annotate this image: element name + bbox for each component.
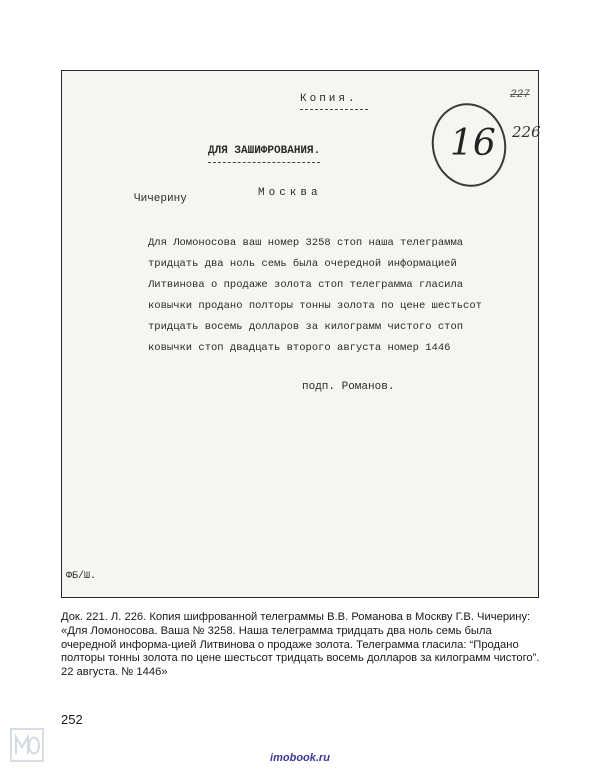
stamp-number: 16 (450, 123, 496, 164)
copy-label: Копия. (300, 93, 358, 105)
document-scan (61, 70, 539, 598)
body-line: тридцать восемь долларов за килограмм чистого стоп (148, 321, 464, 333)
page-number: 252 (61, 712, 83, 727)
body-line: ковычки продано полторы тонны золота по цене шестьсот (148, 300, 482, 312)
crossed-out-number: 227 (510, 89, 530, 101)
typist-mark: ФБ/Ш. (66, 571, 97, 582)
site-link[interactable]: imobook.ru (270, 752, 330, 764)
header-underline (208, 162, 320, 163)
sheet-number: 226 (512, 123, 541, 141)
document-header: ДЛЯ ЗАШИФРОВАНИЯ. (208, 145, 321, 157)
signature: подп. Романов. (302, 381, 395, 393)
caption: Док. 221. Л. 226. Копия шифрованной телеграммы В.В. Романова в Москву Г.В. Чичерину: «Для Ломоносова. Ваша № 3258. Наша телеграмма тридцать два ноль семь была очередной информа-цией Литвинова о продаже золота. Телеграмма гласила: “Продано полторы тонны золота по цене шестьсот тридцать восемь долларов за килограмм чистого”. 22 августа. № 1446» (61, 611, 540, 679)
body-line: Литвинова о продаже золота стоп телеграмма гласила (148, 279, 464, 291)
addressee: Чичерину (134, 193, 187, 205)
body-line: тридцать два ноль семь была очередной информацией (148, 258, 457, 270)
body-line: ковычки стоп двадцать второго августа номер 1446 (148, 342, 451, 354)
body-line: Для Ломоносова ваш номер 3258 стоп наша телеграмма (148, 237, 464, 249)
city: Москва (258, 187, 322, 199)
copy-underline (300, 109, 368, 110)
